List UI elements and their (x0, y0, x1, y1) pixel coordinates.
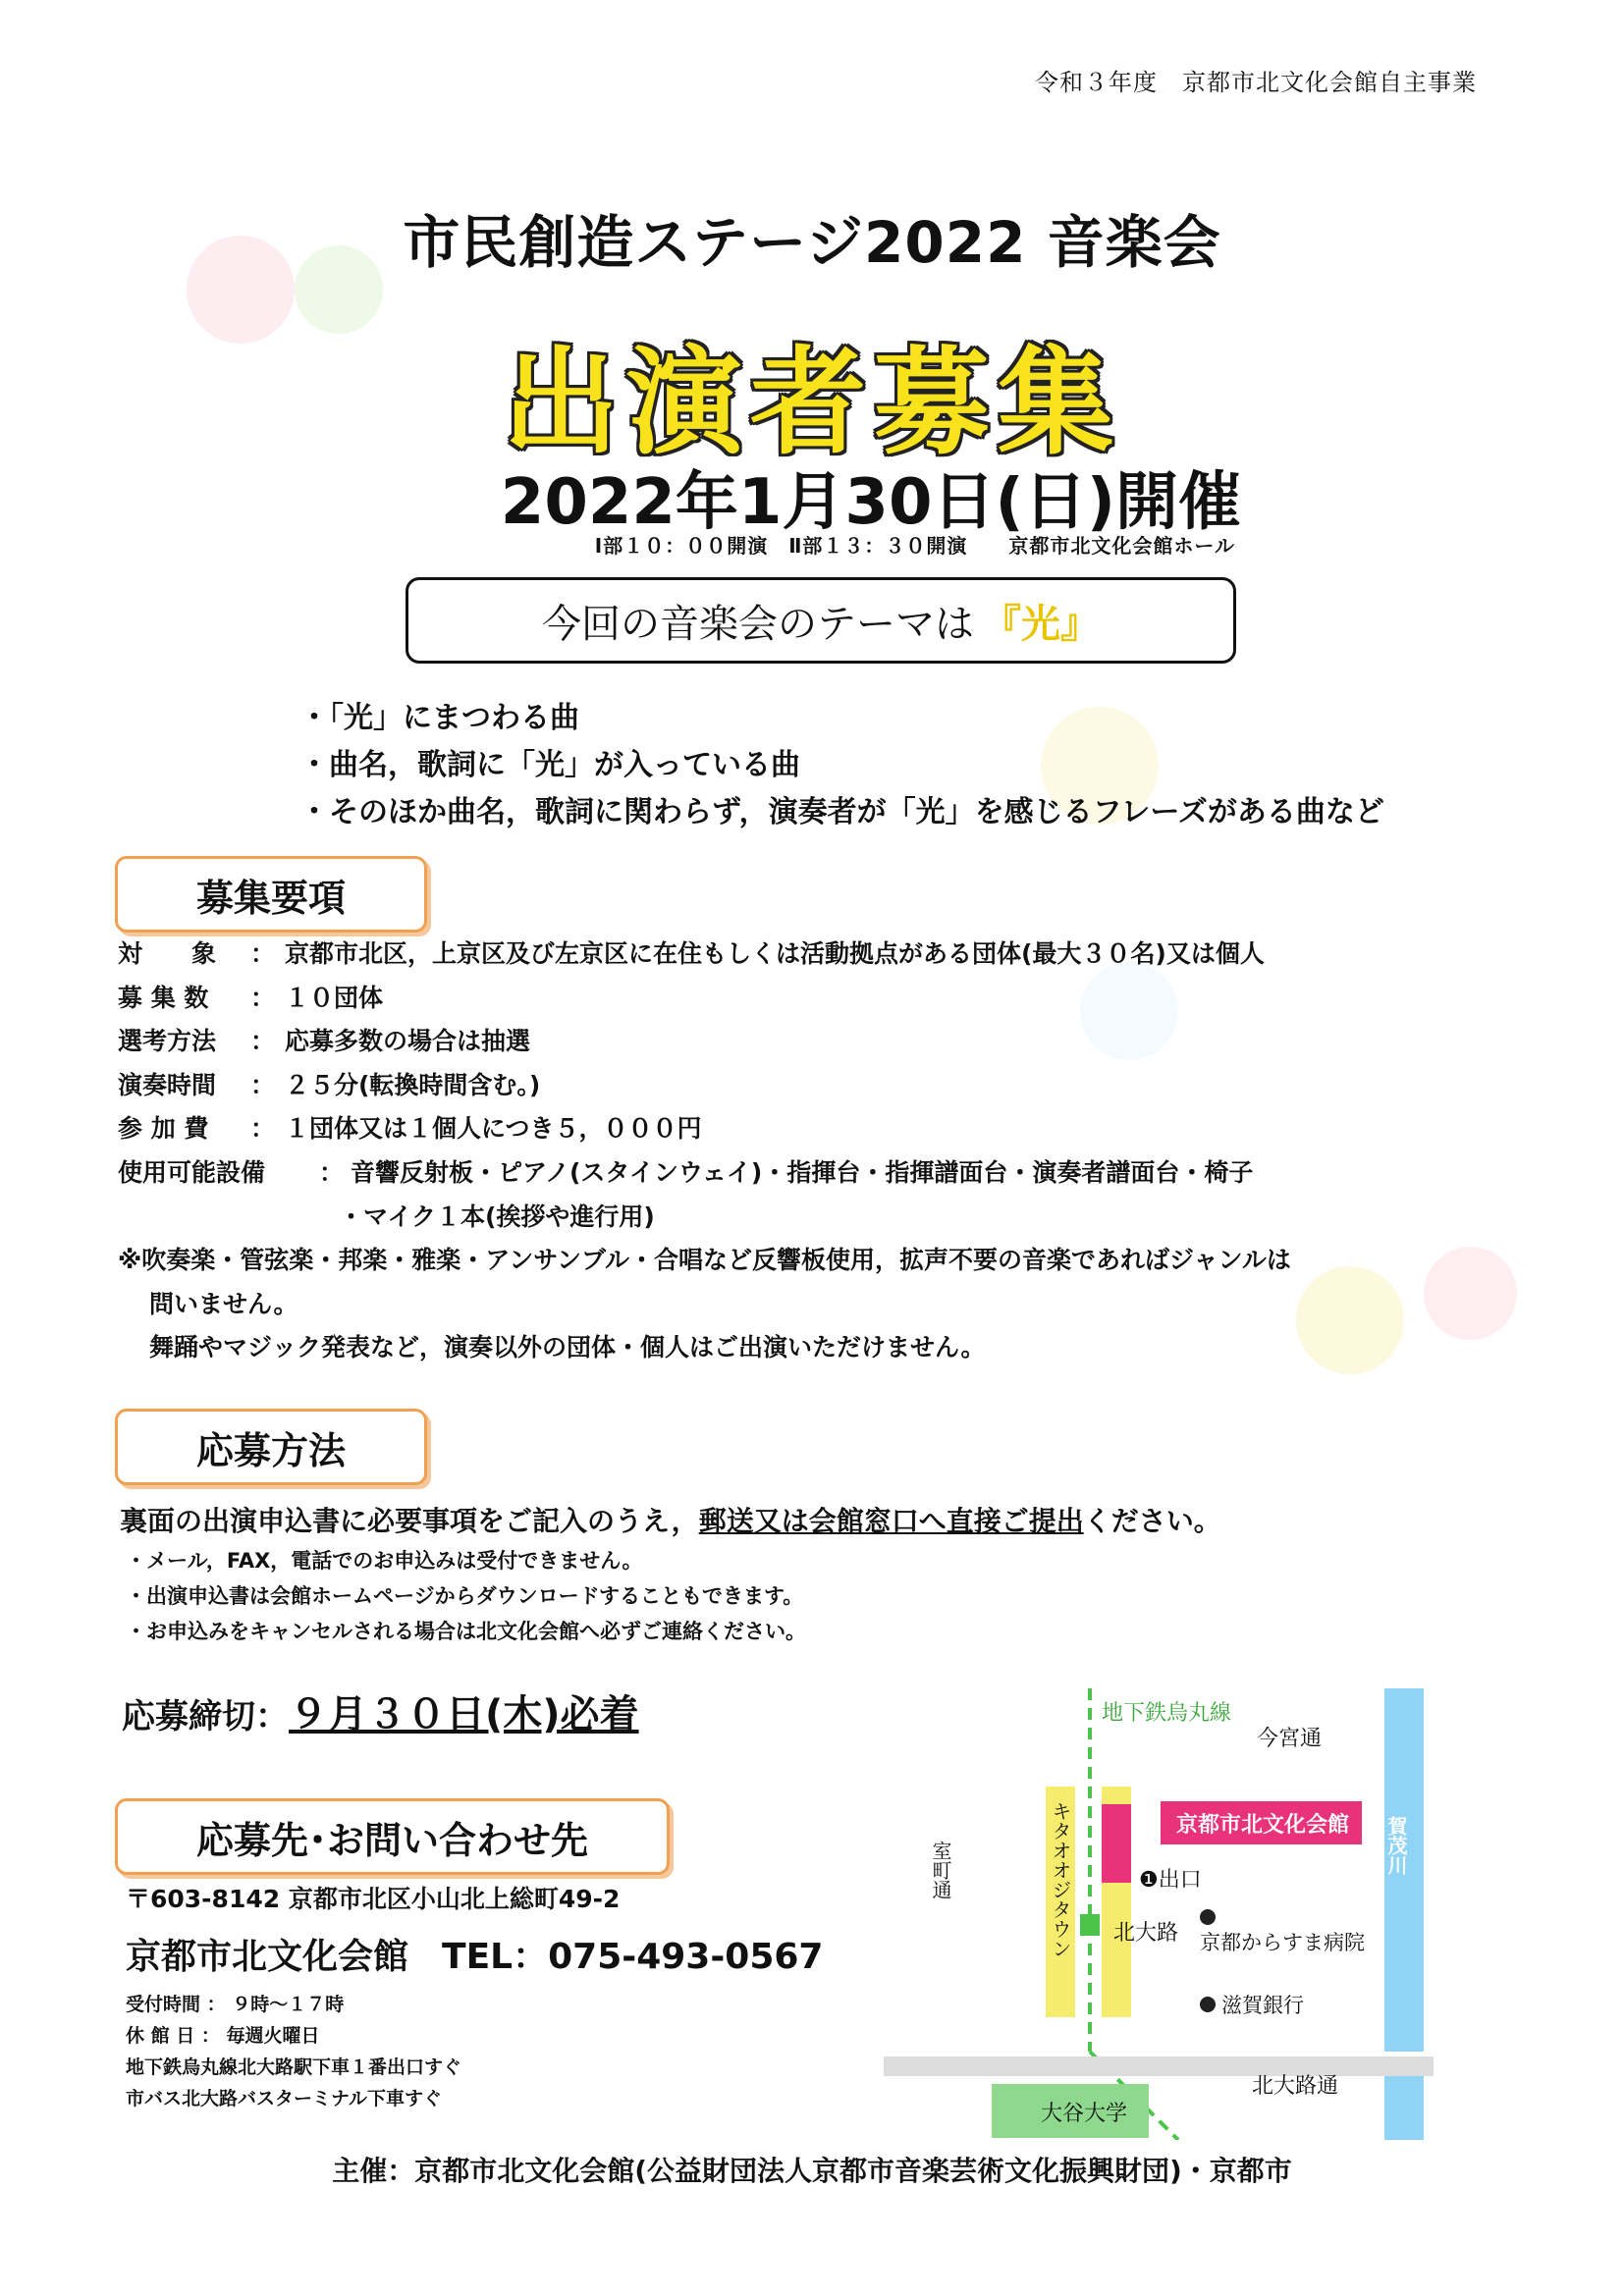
requirement-value: １０団体 (285, 983, 384, 1012)
contact-info (126, 1880, 823, 2114)
requirement-row: 参 加 費 ： １団体又は１個人につき５，０００円 (118, 1107, 1291, 1151)
theme-prefix: 今回の音楽会のテーマは (542, 601, 974, 647)
requirement-key: 対 象 (118, 939, 217, 968)
requirement-value: ・マイク１本(挨拶や進行用) (339, 1201, 655, 1231)
requirement-key: 選考方法 (118, 1027, 217, 1056)
requirements-list (118, 933, 1291, 1370)
requirement-key: 演奏時間 (118, 1070, 217, 1099)
section-heading-requirements: 募集要項 (115, 856, 427, 933)
list-item: ・メール，FAX，電話でのお申込みは受付できません。 (126, 1549, 643, 1573)
stage-title: 市民創造ステージ2022 音楽会 (403, 209, 1221, 276)
bank-marker (1200, 1997, 1216, 2012)
recruit-title: 出演者募集 (502, 335, 1121, 470)
contact-access: 市バス北大路バスターミナル下車すぐ (126, 2088, 443, 2109)
map-label-kitaoji-town: キタオオジタウン (1049, 1801, 1072, 1958)
application-text: ください。 (1083, 1505, 1221, 1537)
map-label-kitaoji: 北大路 (1113, 1921, 1179, 1946)
contact-address: 〒603-8142 京都市北区小山北上総町49-2 (126, 1885, 621, 1913)
event-schedule: Ⅰ部１０：００開演 Ⅱ部１３：３０開演 京都市北文化会館ホール (594, 534, 1235, 558)
requirement-row: 募 集 数 ： １０団体 (118, 977, 1291, 1021)
requirement-key: 募 集 数 (118, 983, 209, 1012)
hospital-marker (1200, 1909, 1216, 1925)
map-label-hall: 京都市北文化会館 (1176, 1813, 1350, 1838)
requirement-row: 対 象 ： 京都市北区，上京区及び左京区に在住もしくは活動拠点がある団体(最大３０名)又は個人 (118, 933, 1291, 977)
decoration-circle (1296, 1266, 1404, 1374)
map-label-imamiya: 今宮通 (1257, 1727, 1323, 1751)
list-item: ・曲名，歌詞に「光」が入っている曲 (299, 748, 800, 782)
note-line: 舞踊やマジック発表など，演奏以外の団体・個人はご出演いただけません。 (149, 1333, 986, 1362)
application-instruction (120, 1500, 1221, 1539)
deadline-label: 応募締切： (122, 1697, 289, 1736)
decoration-circle (1424, 1247, 1517, 1340)
station-marker (1080, 1914, 1100, 1936)
sponsor: 主催：京都市北文化会館(公益財団法人京都市音楽芸術文化振興財団)・京都市 (332, 2155, 1292, 2187)
list-item: ・「光」にまつわる曲 (299, 701, 579, 735)
requirement-row: 選考方法 ： 応募多数の場合は抽選 (118, 1020, 1291, 1064)
requirement-key: 参 加 費 (118, 1114, 209, 1144)
theme-bullets (299, 695, 1384, 836)
contact-access: 地下鉄烏丸線北大路駅下車１番出口すぐ (126, 2056, 462, 2078)
event-date: 2022年1月30日(日)開催 (500, 466, 1241, 539)
list-item: ・そのほか曲名，歌詞に関わらず，演奏者が「光」を感じるフレーズがある曲など (299, 795, 1384, 829)
map-label-exit: ❶出口 (1139, 1868, 1202, 1893)
requirement-value: １団体又は１個人につき５，０００円 (285, 1114, 702, 1144)
map-label-subway: 地下鉄烏丸線 (1102, 1701, 1232, 1726)
map-label-kamogawa: 賀茂川 (1384, 1816, 1408, 1875)
requirement-value: 京都市北区，上京区及び左京区に在住もしくは活動拠点がある団体(最大３０名)又は個人 (285, 939, 1265, 968)
theme-word: 『光』 (982, 601, 1100, 647)
requirement-key: 使用可能設備 (118, 1157, 266, 1187)
map-label-kitaoji-dori: 北大路通 (1252, 2074, 1339, 2099)
requirement-value: 応募多数の場合は抽選 (285, 1027, 531, 1056)
list-item: ・出演申込書は会館ホームページからダウンロードすることもできます。 (126, 1584, 804, 1608)
requirement-row (118, 1196, 1291, 1240)
deadline-value: ９月３０日(木)必着 (289, 1692, 639, 1737)
requirement-row: 演奏時間 ： ２５分(転換時間含む。) (118, 1064, 1291, 1108)
note-line: ※吹奏楽・管弦楽・邦楽・雅楽・アンサンブル・合唱など反響板使用，拡声不要の音楽であればジャンルは (118, 1246, 1291, 1275)
header-note: 令和３年度 京都市北文化会館自主事業 (1035, 69, 1477, 96)
hall-marker (1102, 1804, 1131, 1883)
contact-hours: 受付時間 ： ９時～１７時 (126, 1994, 345, 2015)
requirement-row: 使用可能設備 ： 音響反射板・ピアノ(スタインウェイ)・指揮台・指揮譜面台・演奏者譜面台・椅子 (118, 1151, 1291, 1196)
map-label-otani: 大谷大学 (1041, 2102, 1128, 2126)
contact-tel: TEL：075-493-0567 (442, 1937, 824, 1977)
list-item: ・お申込みをキャンセルされる場合は北文化会館へ必ずご連絡ください。 (126, 1620, 806, 1643)
map-label-hospital: 京都からすま病院 (1200, 1931, 1365, 1954)
application-method: 郵送又は会館窓口へ直接ご提出 (698, 1505, 1084, 1537)
access-map (884, 1688, 1434, 2140)
requirement-value: ２５分(転換時間含む。) (285, 1070, 541, 1099)
requirement-value: 音響反射板・ピアノ(スタインウェイ)・指揮台・指揮譜面台・演奏者譜面台・椅子 (351, 1157, 1254, 1187)
application-text: 裏面の出演申込書に必要事項をご記入のうえ， (120, 1505, 699, 1537)
contact-closed: 休 館 日 ： 毎週火曜日 (126, 2025, 320, 2047)
map-label-bank: 滋賀銀行 (1221, 1994, 1304, 2017)
note-line: 問いません。 (149, 1289, 298, 1318)
section-heading-contact: 応募先･お問い合わせ先 (115, 1798, 670, 1875)
theme-box (406, 577, 1236, 664)
section-heading-application: 応募方法 (115, 1409, 427, 1485)
deadline (122, 1683, 639, 1739)
application-notes (126, 1543, 806, 1649)
map-label-muromachi: 室町通 (929, 1841, 952, 1899)
contact-name: 京都市北文化会館 (126, 1937, 409, 1977)
